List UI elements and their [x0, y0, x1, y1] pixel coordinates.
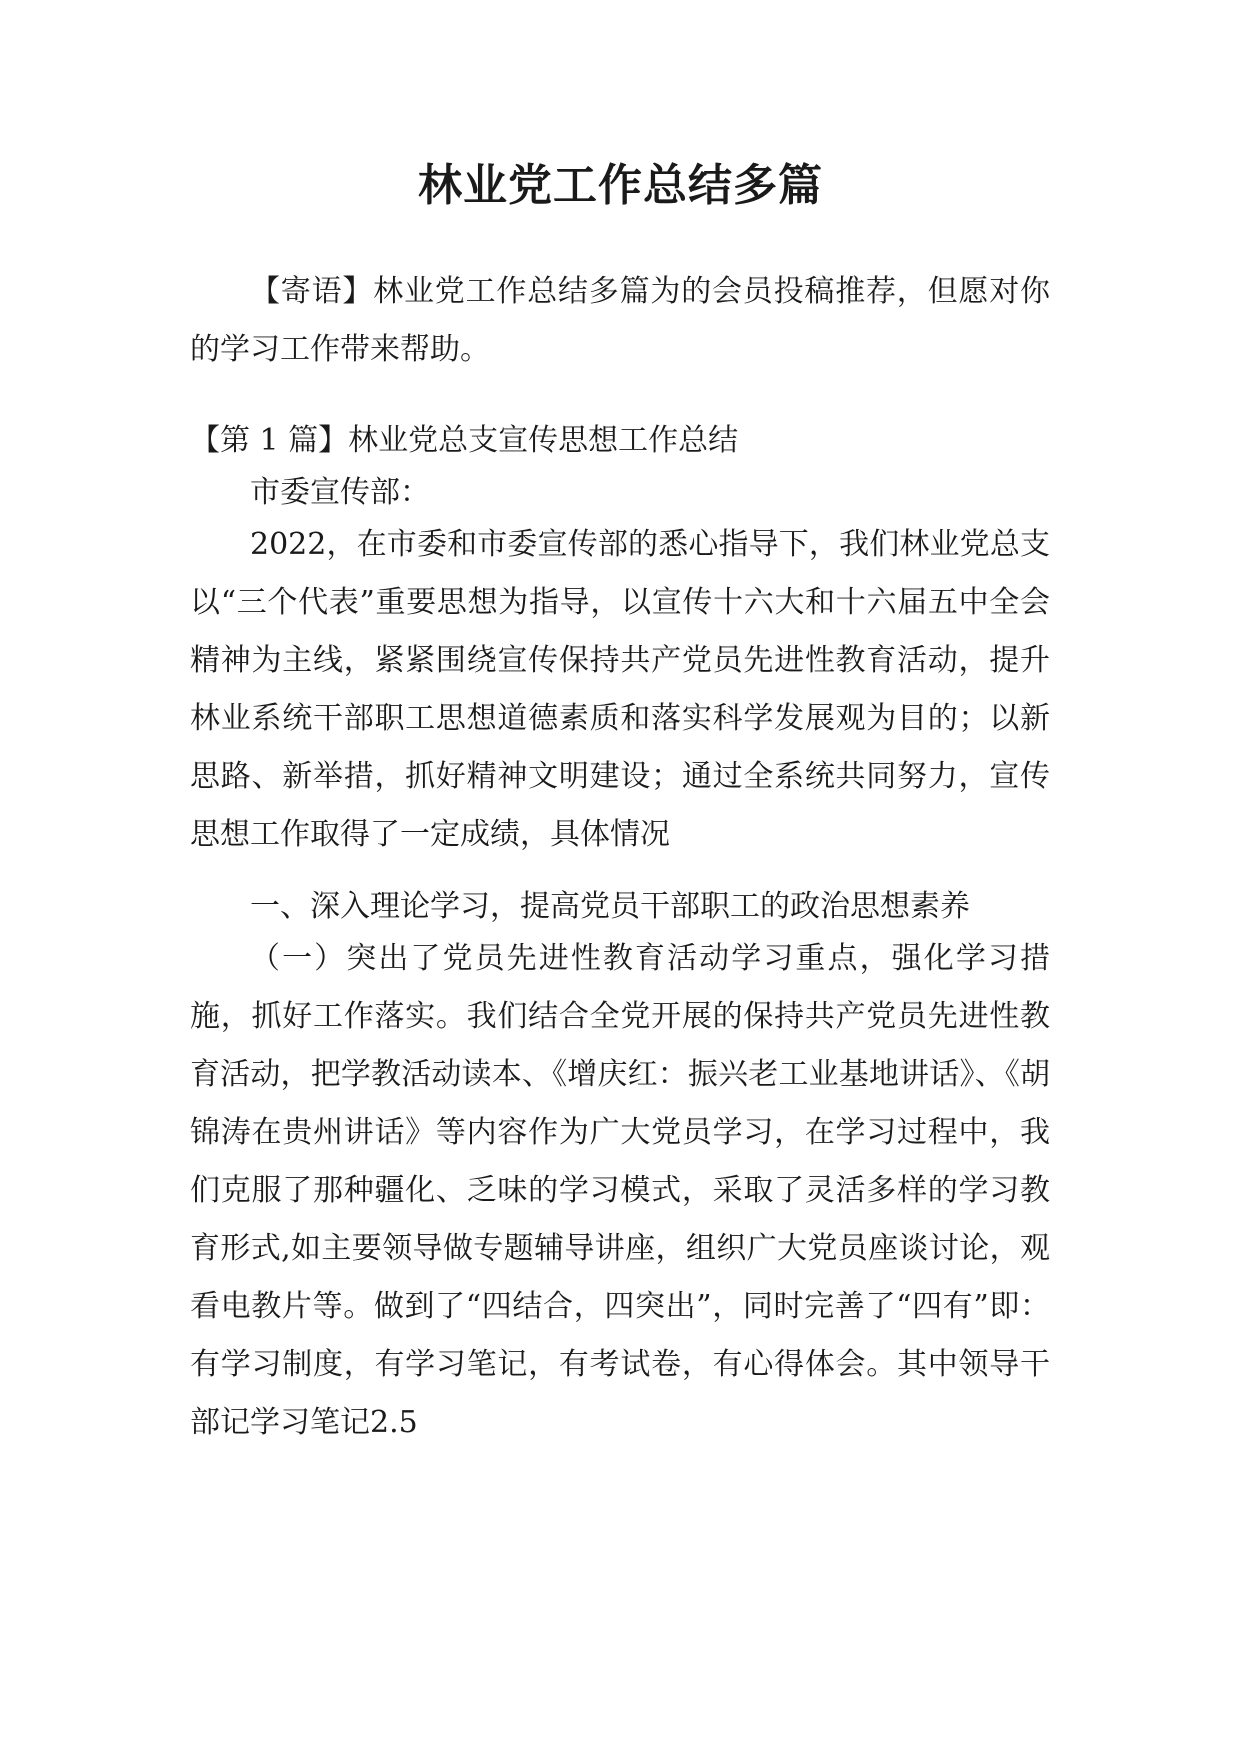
- body-paragraph: （一）突出了党员先进性教育活动学习重点，强化学习措施，抓好工作落实。我们结合全党开展的保持共产党员先进性教育活动，把学教活动读本、《增庆红：振兴老工业基地讲话》、《胡锦涛在贵州讲话》等内容作为广大党员学习，在学习过程中，我们克服了那种疆化、乏味的学习模式，采取了灵活多样的学习教育形式,如主要领导做专题辅导讲座，组织广大党员座谈讨论，观看电教片等。做到了“四结合，四突出”，同时完善了“四有”即：有学习制度，有学习笔记，有考试卷，有心得体会。其中领导干部记学习笔记2.5: [190, 941, 1050, 1440]
- document-title: 林业党工作总结多篇: [418, 160, 823, 211]
- foreword-paragraph: 【寄语】林业党工作总结多篇为的会员投稿推荐，但愿对你的学习工作带来帮助。: [190, 274, 1050, 367]
- section-subheading: 一、深入理论学习，提高党员干部职工的政治思想素养: [250, 889, 970, 924]
- section-heading: 【第 1 篇】林业党总支宣传思想工作总结: [190, 423, 739, 458]
- body-paragraph: 2022，在市委和市委宣传部的悉心指导下，我们林业党总支以“三个代表”重要思想为指导，以宣传十六大和十六届五中全会精神为主线，紧紧围绕宣传保持共产党员先进性教育活动，提升林业系统干部职工思想道德素质和落实科学发展观为目的；以新思路、新举措，抓好精神文明建设；通过全系统共同努力，宣传思想工作取得了一定成绩，具体情况: [190, 527, 1050, 852]
- salutation: 市委宣传部：: [250, 475, 430, 510]
